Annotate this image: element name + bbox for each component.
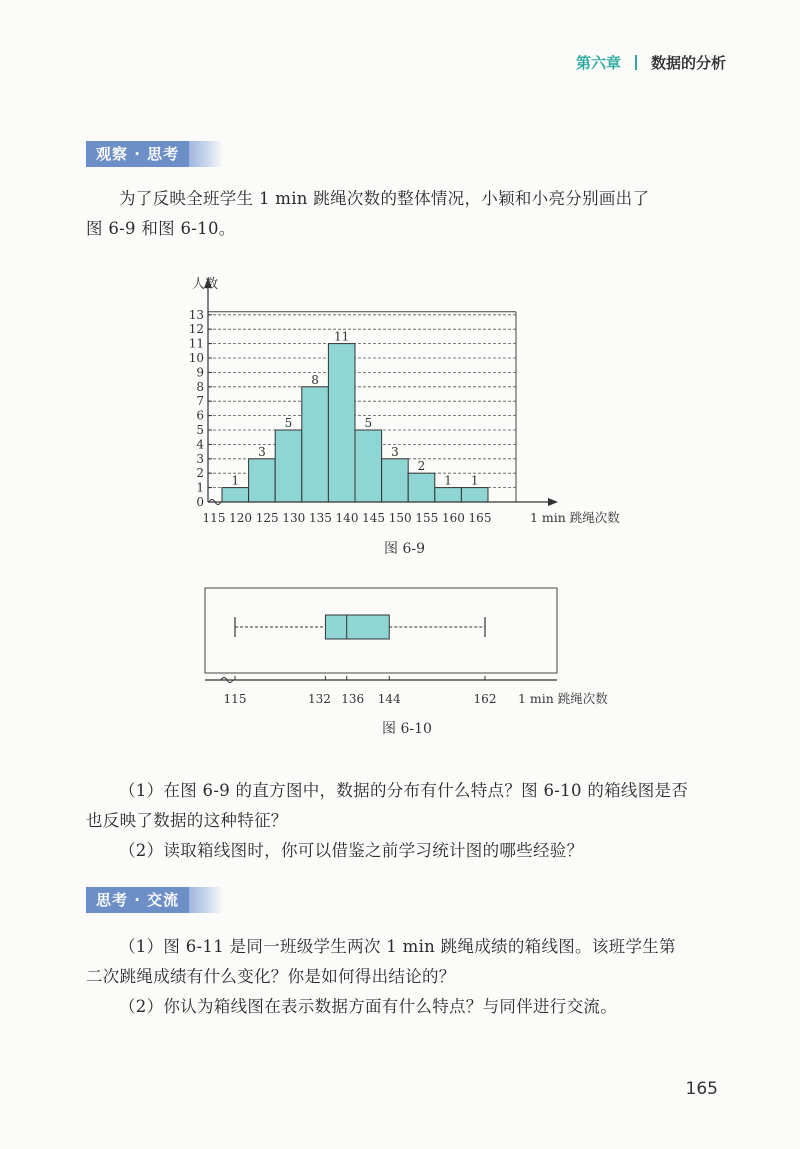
histogram-bar <box>302 387 329 502</box>
histogram-x-tick-label: 135 <box>308 511 332 525</box>
questions-block-1 <box>86 776 726 866</box>
intro-paragraph <box>86 184 726 244</box>
histogram-y-tick-label: 9 <box>196 365 204 380</box>
histogram-x-arrow <box>548 498 558 506</box>
boxplot-figure-6-10 <box>195 585 635 713</box>
histogram-y-tick-label: 11 <box>188 336 204 351</box>
discuss-question-1-line-1: （1）图 6-11 是同一班级学生两次 1 min 跳绳成绩的箱线图。该班学生第 <box>119 937 676 956</box>
histogram-x-tick-label: 160 <box>441 511 465 525</box>
figure-6-10-caption: 图 6-10 <box>382 721 432 737</box>
histogram-bar-value-label: 1 <box>444 473 452 488</box>
histogram-x-tick-label: 125 <box>255 511 279 525</box>
histogram-bar-value-label: 3 <box>258 444 266 459</box>
discuss-question-2: （2）你认为箱线图在表示数据方面有什么特点？与同伴进行交流。 <box>119 997 617 1016</box>
histogram-y-tick-label: 8 <box>196 379 204 394</box>
section-tag-label: 思考 · 交流 <box>86 887 189 913</box>
histogram-bar <box>461 488 488 502</box>
histogram-bar-value-label: 3 <box>391 444 399 459</box>
histogram-x-ticks <box>203 511 492 525</box>
histogram-bar <box>222 488 249 502</box>
histogram-y-tick-label: 10 <box>188 351 204 365</box>
section-tag-label: 观察 · 思考 <box>86 141 189 167</box>
histogram-x-tick-label: 145 <box>362 511 386 525</box>
histogram-bar <box>249 459 276 502</box>
histogram-y-tick-label: 5 <box>196 423 204 437</box>
histogram-bar <box>355 430 382 502</box>
section-tag-observe-think <box>86 141 223 167</box>
histogram-bar-value-label: 5 <box>284 416 293 430</box>
histogram-bar-value-label: 1 <box>470 473 479 488</box>
histogram-x-tick-label: 130 <box>282 511 306 525</box>
histogram-y-tick-label: 6 <box>196 408 204 423</box>
boxplot-marks <box>205 615 557 683</box>
chapter-number: 第六章 <box>575 54 621 72</box>
chapter-title: 数据的分析 <box>650 54 726 72</box>
section-tag-think-discuss <box>86 887 223 913</box>
histogram-x-tick-label: 140 <box>335 511 359 525</box>
boxplot-x-axis-label: 1 min 跳绳次数 <box>518 691 608 706</box>
histogram-bar-value-label: 11 <box>334 329 350 344</box>
histogram-bar <box>275 430 302 502</box>
running-head <box>576 52 726 73</box>
histogram-bar-value-label: 8 <box>311 372 319 387</box>
histogram-figure-6-9 <box>180 270 640 530</box>
histogram-x-tick-label: 155 <box>415 511 439 525</box>
discuss-question-1-line-2: 二次跳绳成绩有什么变化？你是如何得出结论的？ <box>86 967 456 986</box>
histogram-y-tick-label: 7 <box>196 394 204 409</box>
histogram-x-tick-label: 115 <box>202 511 226 525</box>
histogram-y-axis-label: 人数 <box>192 277 219 292</box>
intro-line-2: 图 6-9 和图 6-10。 <box>86 219 236 238</box>
histogram-y-tick-label: 3 <box>196 451 204 466</box>
page-number: 165 <box>685 1079 718 1099</box>
histogram-y-tick-label: 1 <box>196 480 204 495</box>
histogram-y-tick-label: 13 <box>188 307 204 322</box>
boxplot-box <box>325 615 389 639</box>
histogram-bar-value-label: 1 <box>231 473 240 488</box>
histogram-bar <box>435 488 462 502</box>
question-2: （2）读取箱线图时，你可以借鉴之前学习统计图的哪些经验？ <box>119 841 584 860</box>
histogram-bar-value-label: 2 <box>417 459 426 474</box>
boxplot-x-tick-label: 144 <box>377 692 401 706</box>
header-divider <box>635 55 637 70</box>
questions-block-2 <box>86 932 726 1022</box>
histogram-y-tick-label: 4 <box>196 437 204 452</box>
histogram-x-tick-label: 165 <box>468 511 492 525</box>
figure-6-9-caption: 图 6-9 <box>384 541 425 557</box>
section-tag-fade <box>189 887 223 913</box>
histogram-bar <box>408 473 435 502</box>
intro-line-1: 为了反映全班学生 1 min 跳绳次数的整体情况，小颖和小亮分别画出了 <box>119 189 650 208</box>
boxplot-x-tick-label: 162 <box>473 692 497 706</box>
histogram-x-tick-label: 120 <box>229 511 253 525</box>
question-1-line-2: 也反映了数据的这种特征？ <box>86 811 288 830</box>
histogram-bar <box>328 344 355 502</box>
question-1-line-1: （1）在图 6-9 的直方图中，数据的分布有什么特点？图 6-10 的箱线图是否 <box>119 781 689 800</box>
histogram-bar <box>382 459 409 502</box>
histogram-y-tick-label: 2 <box>196 466 204 481</box>
histogram-y-tick-label: 12 <box>188 322 204 337</box>
boxplot-x-tick-label: 136 <box>341 692 365 706</box>
histogram-y-tick-label: 0 <box>196 495 204 509</box>
histogram-bar-value-label: 5 <box>364 416 373 430</box>
histogram-x-axis-label: 1 min 跳绳次数 <box>530 510 620 525</box>
boxplot-x-tick-label: 115 <box>223 692 247 706</box>
boxplot-x-tick-label: 132 <box>307 692 331 706</box>
histogram-x-tick-label: 150 <box>388 511 412 525</box>
section-tag-fade <box>189 141 223 167</box>
